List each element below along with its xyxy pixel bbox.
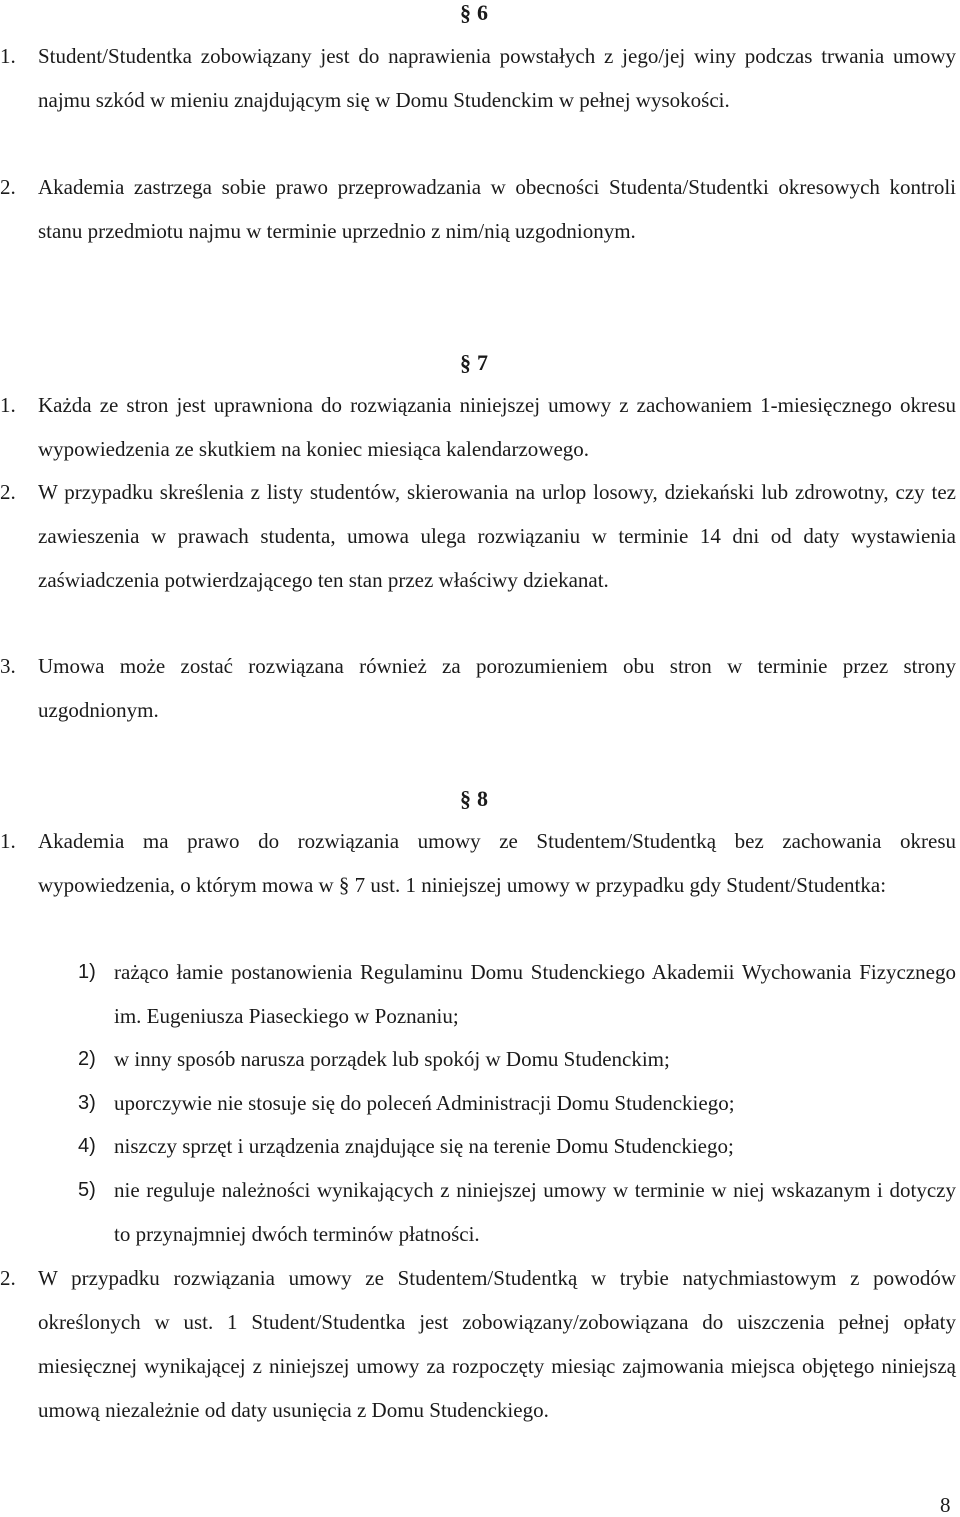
subitem-text: rażąco łamie postanowienia Regulaminu Domu Studenckiego Akademii Wychowania Fizycznego im. Eugeniusza Piaseckiego w Poznaniu; — [114, 960, 956, 1028]
item-number: 1. — [0, 393, 16, 417]
item-number: 2. — [0, 175, 16, 199]
section-heading-8 — [460, 786, 520, 812]
subitem-number: 1) — [78, 961, 96, 983]
subitem-number: 2) — [78, 1048, 96, 1070]
item-text: Akademia zastrzega sobie prawo przeprowadzania w obecności Studenta/Studentki okresowych kontroli stanu przedmiotu najmu w terminie uprzednio z nim/nią uzgodnionym. — [38, 175, 956, 243]
section-symbol: § — [460, 0, 471, 25]
section-number: 7 — [477, 350, 488, 375]
item-text: Każda ze stron jest uprawniona do rozwiązania niniejszej umowy z zachowaniem 1-miesięcznego okresu wypowiedzenia ze skutkiem na koniec miesiąca kalendarzowego. — [38, 393, 956, 461]
item-text: W przypadku skreślenia z listy studentów, skierowania na urlop losowy, dziekański lub zdrowotny, czy tez zawieszenia w prawach studenta, umowa ulega rozwiązaniu w terminie 14 dni od daty wystawienia zaświadczenia potwierdzającego ten stan przez właściwy dziekanat. — [38, 480, 956, 592]
section-number: 6 — [477, 0, 488, 25]
section-heading-7 — [460, 350, 520, 376]
subitem-number: 4) — [78, 1135, 96, 1157]
subitem-text: uporczywie nie stosuje się do poleceń Administracji Domu Studenckiego; — [114, 1091, 735, 1115]
section-symbol: § — [460, 350, 471, 375]
item-number: 2. — [0, 1266, 16, 1290]
item-text: W przypadku rozwiązania umowy ze Studentem/Studentką w trybie natychmiastowym z powodów określonych w ust. 1 Student/Studentka jest zobowiązany/zobowiązana do uiszczenia pełnej opłaty miesięcznej wynikającej z niniejszej umowy za rozpoczęty miesiąc zajmowania miejsca objętego niniejszą umową niezależnie od daty usunięcia z Domu Studenckiego. — [38, 1266, 956, 1422]
page-number: 8 — [940, 1493, 951, 1517]
section-heading-6 — [460, 0, 520, 26]
item-text: Student/Studentka zobowiązany jest do naprawienia powstałych z jego/jej winy podczas trwania umowy najmu szkód w mieniu znajdującym się w Domu Studenckim w pełnej wysokości. — [38, 44, 956, 112]
item-number: 1. — [0, 44, 16, 68]
item-number: 1. — [0, 829, 16, 853]
section-symbol: § — [460, 786, 471, 811]
item-number: 3. — [0, 654, 16, 678]
item-text: Akademia ma prawo do rozwiązania umowy ze Studentem/Studentką bez zachowania okresu wypowiedzenia, o którym mowa w § 7 ust. 1 niniejszej umowy w przypadku gdy Student/Studentka: — [38, 829, 956, 897]
subitem-number: 3) — [78, 1092, 96, 1114]
subitem-text: nie reguluje należności wynikających z niniejszej umowy w terminie w niej wskazanym i dotyczy to przynajmniej dwóch terminów płatności. — [114, 1178, 956, 1246]
item-number: 2. — [0, 480, 16, 504]
item-text: Umowa może zostać rozwiązana również za porozumieniem obu stron w terminie przez strony uzgodnionym. — [38, 654, 956, 722]
subitem-text: niszczy sprzęt i urządzenia znajdujące się na terenie Domu Studenckiego; — [114, 1134, 734, 1158]
subitem-text: w inny sposób narusza porządek lub spokój w Domu Studenckim; — [114, 1047, 670, 1071]
subitem-number: 5) — [78, 1179, 96, 1201]
section-number: 8 — [477, 786, 488, 811]
